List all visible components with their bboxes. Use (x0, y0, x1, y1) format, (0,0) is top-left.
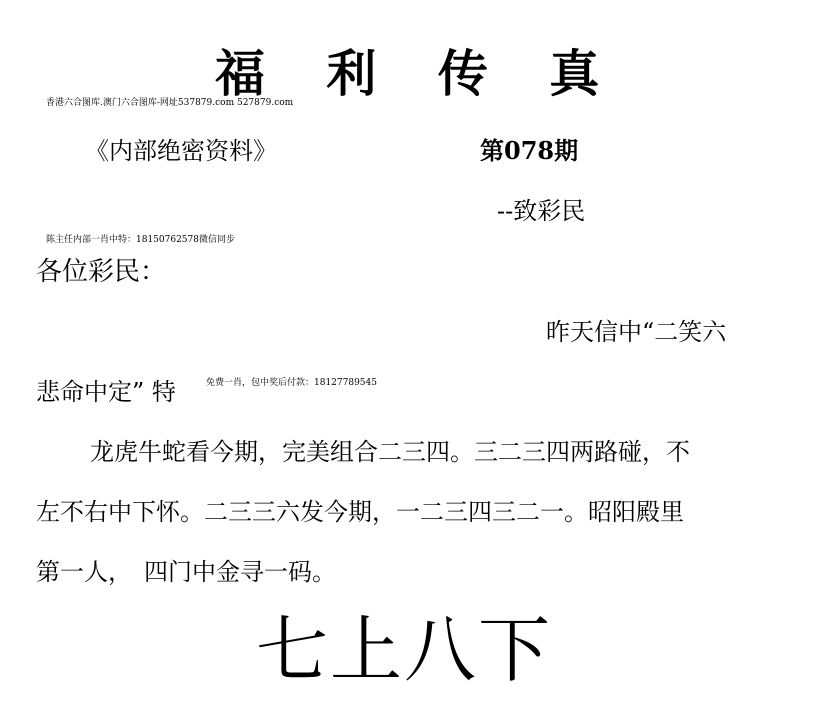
side-note: 免费一肖，包中奖后付款：18127789545 (206, 378, 377, 388)
issue-number: 第078期 (480, 136, 579, 165)
salutation: 各位彩民： (36, 257, 167, 287)
body-line-1: 昨天信中“二笑六 (546, 318, 727, 346)
contact-note: 陈主任内部一肖中特：18150762578微信同步 (46, 235, 235, 245)
motto-text: 七上八下 (256, 608, 553, 692)
document-name: 《内部绝密资料》 (85, 137, 277, 165)
page-title: 福 利 传 真 (215, 45, 622, 103)
dedication-line: --致彩民 (497, 197, 586, 225)
watermark-site-urls: 香港六合图库.澳门六合图库-网址537879.com 527879.com (46, 98, 294, 108)
body-line-4: 左不右中下怀。二三三六发今期，一二三四三二一。昭阳殿里 (36, 498, 684, 526)
body-line-5: 第一人， 四门中金寻一码。 (36, 558, 336, 586)
body-line-2: 悲命中定” 特 (36, 378, 176, 406)
body-line-3: 龙虎牛蛇看今期，完美组合二三四。三二三四两路碰，不 (90, 438, 690, 466)
